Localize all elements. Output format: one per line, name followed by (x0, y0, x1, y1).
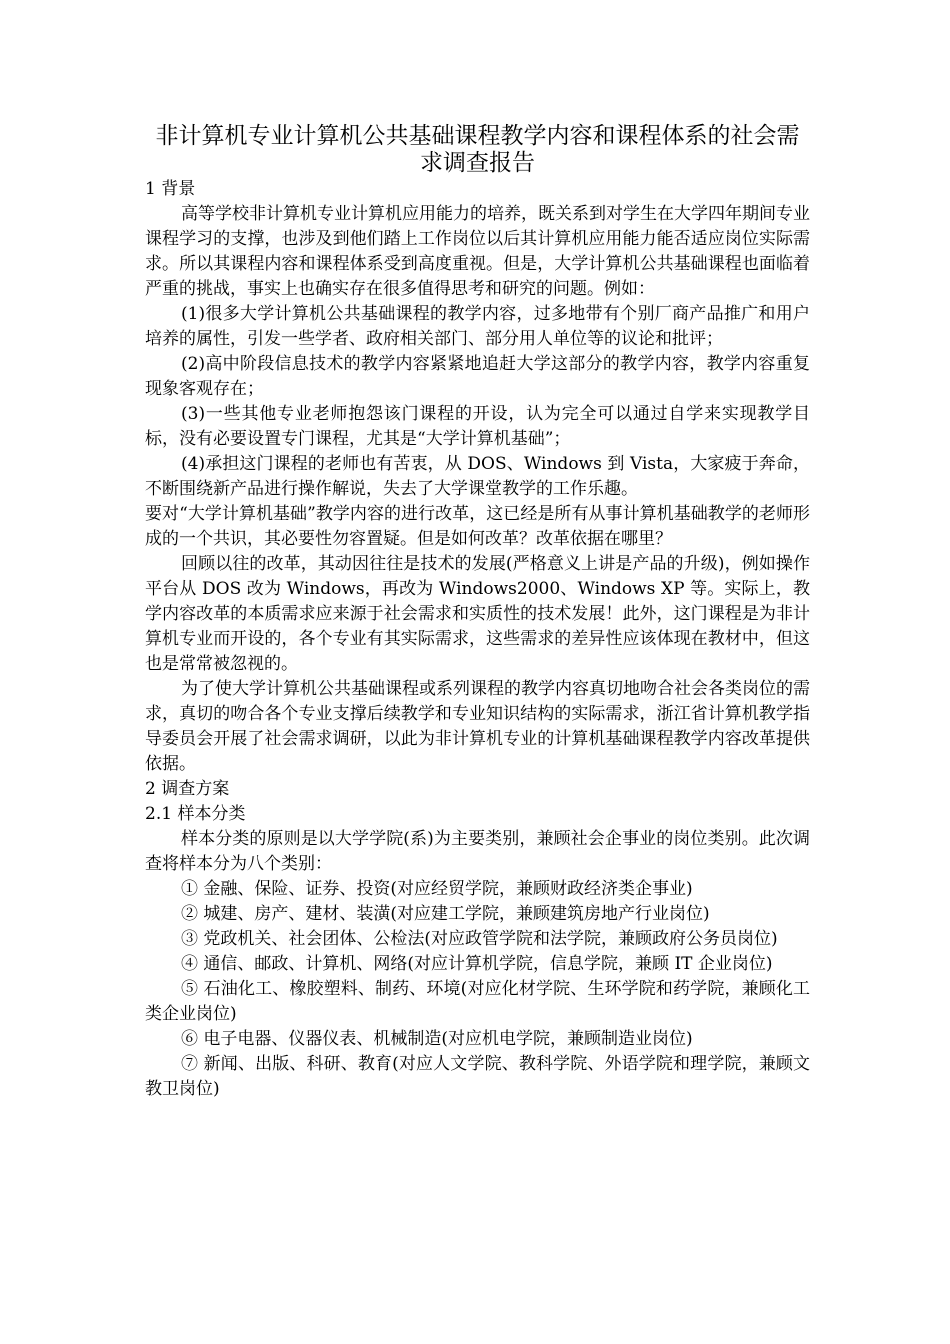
list-paragraph: (1)很多大学计算机公共基础课程的教学内容，过多地带有个别厂商产品推广和用户培养的属性，引发一些学者、政府相关部门、部分用人单位等的议论和批评； (145, 304, 810, 349)
paragraph: 高等学校非计算机专业计算机应用能力的培养，既关系到对学生在大学四年期间专业课程学习的支撑，也涉及到他们踏上工作岗位以后其计算机应用能力能否适应岗位实际需求。所以其课程内容和课程体系受到高度重视。但是，大学计算机公共基础课程也面临着严重的挑战，事实上也确实存在很多值得思考和研究的问题。例如： (145, 204, 810, 299)
category-item: ③ 党政机关、社会团体、公检法(对应政管学院和法学院，兼顾政府公务员岗位) (181, 929, 778, 949)
list-paragraph: (3)一些其他专业老师抱怨该门课程的开设，认为完全可以通过自学来实现教学目标，没有必要设置专门课程，尤其是“大学计算机基础”； (145, 404, 810, 449)
category-item: ④ 通信、邮政、计算机、网络(对应计算机学院，信息学院，兼顾 IT 企业岗位) (181, 954, 773, 974)
category-item: ① 金融、保险、证券、投资(对应经贸学院，兼顾财政经济类企事业) (181, 879, 693, 899)
paragraph: 样本分类的原则是以大学学院(系)为主要类别，兼顾社会企事业的岗位类别。此次调查将样本分为八个类别： (145, 829, 810, 874)
section-heading: 2 调查方案 (145, 779, 230, 799)
section-heading: 1 背景 (145, 179, 196, 199)
category-item: ⑥ 电子电器、仪器仪表、机械制造(对应机电学院，兼顾制造业岗位) (181, 1029, 693, 1049)
paragraph: 为了使大学计算机公共基础课程或系列课程的教学内容真切地吻合社会各类岗位的需求，真切的吻合各个专业支撑后续教学和专业知识结构的实际需求，浙江省计算机教学指导委员会开展了社会需求调研，以此为非计算机专业的计算机基础课程教学内容改革提供依据。 (145, 679, 810, 774)
category-item: ⑦ 新闻、出版、科研、教育(对应人文学院、教科学院、外语学院和理学院，兼顾文教卫岗位) (145, 1054, 810, 1099)
subsection-heading: 2.1 样本分类 (145, 804, 246, 824)
category-item: ⑤ 石油化工、橡胶塑料、制药、环境(对应化材学院、生环学院和药学院，兼顾化工类企业岗位) (145, 979, 810, 1024)
paragraph: 回顾以往的改革，其动因往往是技术的发展(严格意义上讲是产品的升级)，例如操作平台从 DOS 改为 Windows，再改为 Windows2000、Windows XP 等。实际上，教学内容改革的本质需求应来源于社会需求和实质性的技术发展！此外，这门课程是为非计算机专业而开设的，各个专业有其实际需求，这些需求的差异性应该体现在教材中，但这也是常常被忽视的。 (145, 554, 810, 674)
document-title: 非计算机专业计算机公共基础课程教学内容和课程体系的社会需求调查报告 (155, 123, 800, 176)
paragraph: 要对“大学计算机基础”教学内容的进行改革，这已经是所有从事计算机基础教学的老师形成的一个共识，其必要性勿容置疑。但是如何改革？改革依据在哪里？ (145, 504, 810, 549)
category-item: ② 城建、房产、建材、装潢(对应建工学院，兼顾建筑房地产行业岗位) (181, 904, 710, 924)
list-paragraph: (4)承担这门课程的老师也有苦衷，从 DOS、Windows 到 Vista，大家疲于奔命，不断围绕新产品进行操作解说，失去了大学课堂教学的工作乐趣。 (145, 454, 810, 499)
document-body (145, 123, 810, 1102)
list-paragraph: (2)高中阶段信息技术的教学内容紧紧地追赶大学这部分的教学内容，教学内容重复现象客观存在； (145, 354, 810, 399)
